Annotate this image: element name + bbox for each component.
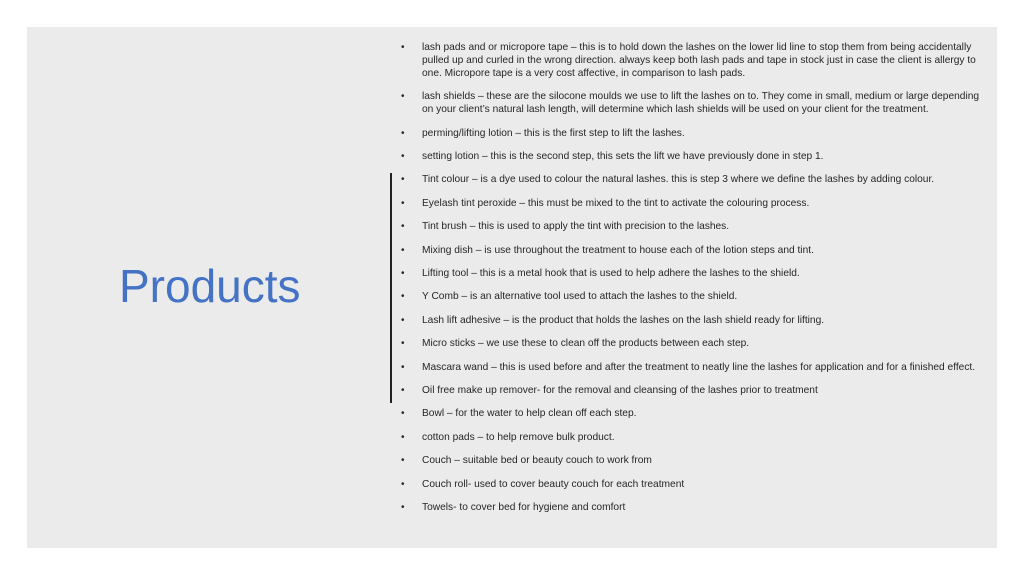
- bullet-icon: •: [401, 197, 405, 209]
- list-item-text: Lifting tool – this is a metal hook that is used to help adhere the lashes to the shield.: [422, 267, 800, 279]
- list-item: [397, 479, 982, 492]
- list-item: [397, 502, 982, 515]
- bullet-icon: •: [401, 291, 405, 303]
- bullet-icon: •: [401, 42, 405, 53]
- list-item: [397, 432, 982, 445]
- bullet-icon: •: [401, 385, 405, 396]
- list-item-text: Oil free make up remover- for the removal and cleansing of the lashes prior to treatment: [422, 385, 818, 396]
- bullet-icon: •: [401, 502, 405, 514]
- bullet-icon: •: [401, 150, 405, 162]
- bullet-list: [397, 42, 982, 525]
- bullet-icon: •: [401, 127, 405, 139]
- list-item: [397, 362, 982, 375]
- list-item-text: Bowl – for the water to help clean off each step.: [422, 408, 637, 420]
- list-item: [397, 128, 982, 141]
- list-item: [397, 408, 982, 421]
- list-item-text: Lash lift adhesive – is the product that holds the lashes on the lash shield ready for lifting.: [422, 314, 825, 326]
- list-item: [397, 385, 982, 398]
- bullet-icon: •: [401, 408, 405, 420]
- title-divider: [390, 173, 392, 403]
- list-item: [397, 221, 982, 234]
- slide: [27, 27, 997, 548]
- list-item-text: perming/lifting lotion – this is the first step to lift the lashes.: [422, 127, 685, 139]
- list-item-text: cotton pads – to help remove bulk product.: [422, 431, 615, 443]
- bullet-icon: •: [401, 455, 405, 467]
- list-item-text: Tint brush – this is used to apply the tint with precision to the lashes.: [422, 221, 730, 233]
- list-item: [397, 91, 982, 117]
- list-item-text: Couch roll- used to cover beauty couch for each treatment: [422, 478, 685, 490]
- bullet-icon: •: [401, 338, 405, 350]
- list-item: [397, 198, 982, 211]
- list-item: [397, 174, 982, 187]
- bullet-icon: •: [401, 431, 405, 443]
- slide-title: Products: [119, 260, 301, 312]
- list-item: [397, 268, 982, 281]
- list-item: [397, 315, 982, 328]
- list-item-text: Micro sticks – we use these to clean off the products between each step.: [422, 338, 750, 350]
- list-item: [397, 245, 982, 258]
- bullet-icon: •: [401, 174, 405, 186]
- list-item: [397, 338, 982, 351]
- list-item: [397, 151, 982, 164]
- list-item-text: Y Comb – is an alternative tool used to attach the lashes to the shield.: [422, 291, 738, 303]
- bullet-icon: •: [401, 314, 405, 326]
- list-item-text: Towels- to cover bed for hygiene and comfort: [422, 502, 626, 514]
- list-item-text: Couch – suitable bed or beauty couch to work from: [422, 455, 652, 467]
- bullet-icon: •: [401, 361, 405, 373]
- list-item-text: Eyelash tint peroxide – this must be mixed to the tint to activate the colouring process.: [422, 197, 810, 209]
- list-item: [397, 42, 982, 81]
- list-item: [397, 455, 982, 468]
- bullet-icon: •: [401, 267, 405, 279]
- list-item-text: lash pads and or micropore tape – this is to hold down the lashes on the lower lid line to stop them from being accidentally pulled up and curled in the wrong direction. always keep both lash pads and tape in stock just in case the client is allergy to one. Micropore tape is a very cost affective, in comparison to lash pads.: [422, 42, 976, 79]
- bullet-icon: •: [401, 244, 405, 256]
- list-item-text: Mixing dish – is use throughout the treatment to house each of the lotion steps and tint.: [422, 244, 814, 256]
- list-item-text: Mascara wand – this is used before and after the treatment to neatly line the lashes for application and for a finished effect.: [422, 361, 976, 373]
- bullet-icon: •: [401, 221, 405, 233]
- list-item-text: setting lotion – this is the second step, this sets the lift we have previously done in step 1.: [422, 150, 824, 162]
- bullet-icon: •: [401, 91, 405, 103]
- list-item-text: Tint colour – is a dye used to colour the natural lashes. this is step 3 where we define the lashes by adding colour.: [422, 174, 935, 186]
- bullet-icon: •: [401, 478, 405, 490]
- list-item-text: lash shields – these are the silocone moulds we use to lift the lashes on to. They come in small, medium or large depending on your client’s natural lash length, will determine which lash shields will be used on your client for the treatment.: [422, 91, 980, 116]
- list-item: [397, 291, 982, 304]
